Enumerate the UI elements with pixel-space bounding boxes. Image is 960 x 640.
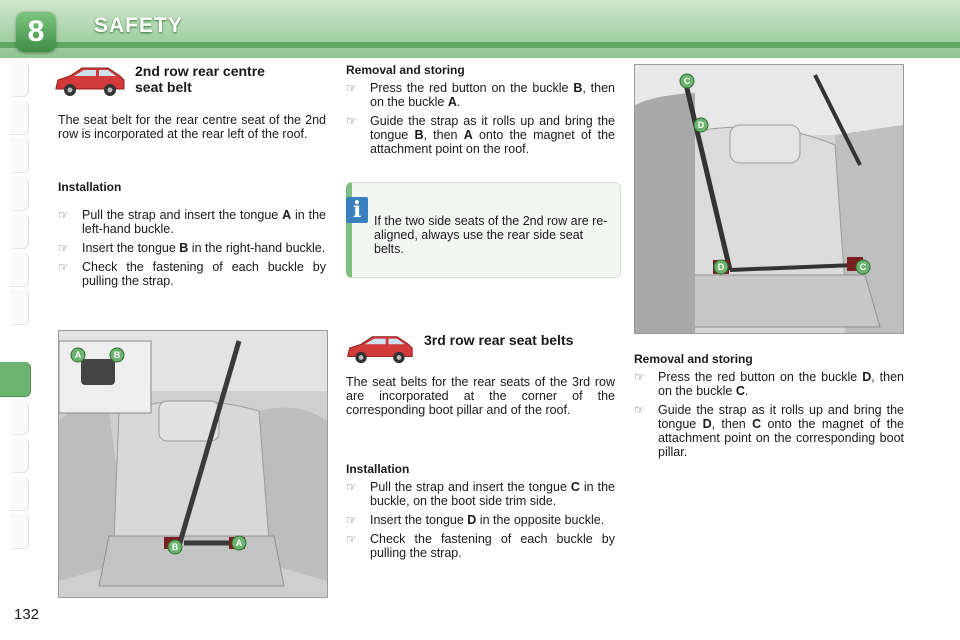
side-tab-5[interactable] <box>10 214 29 249</box>
car-side-icon <box>52 62 128 100</box>
instruction-text: in the opposite buckle. <box>476 513 605 527</box>
label-c-top-text: C <box>683 76 691 86</box>
component-letter: C <box>570 480 580 494</box>
pointing-hand-icon: ☞ <box>346 114 357 128</box>
pointing-hand-icon: ☞ <box>634 403 645 417</box>
side-tab-12[interactable] <box>10 514 29 549</box>
instruction-text: Insert the tongue <box>82 241 180 255</box>
instruction-text: Pull the strap and insert the tongue <box>82 208 283 222</box>
component-letter: A <box>282 208 292 222</box>
instruction-text: , then <box>711 417 753 431</box>
header-bar <box>0 42 960 48</box>
pointing-hand-icon: ☞ <box>346 532 357 546</box>
side-tab-3[interactable] <box>10 138 29 173</box>
side-tab-2[interactable] <box>10 100 29 135</box>
instruction-text: . <box>456 95 461 109</box>
instruction-text: Press the red button on the buckle <box>658 370 863 384</box>
instruction-text: in the right-hand buckle. <box>188 241 326 255</box>
heading-line-2: seat belt <box>135 79 192 95</box>
instruction-text: onto the magnet of the attachment point on the corresponding boot pillar. <box>658 417 904 459</box>
component-letter: D <box>467 513 477 527</box>
pointing-hand-icon: ☞ <box>346 81 357 95</box>
removal-3rd-list <box>634 370 904 464</box>
pointing-hand-icon: ☞ <box>58 208 69 222</box>
label-c-text: C <box>859 262 867 272</box>
installation-2nd-list <box>58 208 326 293</box>
instruction-text: Guide the strap as it rolls up and bring the tongue <box>370 114 615 142</box>
chapter-title: SAFETY <box>94 14 183 37</box>
instruction-item <box>346 532 615 560</box>
instruction-item <box>346 513 615 527</box>
info-text: If the two side seats of the 2nd row are re-aligned, always use the rear side seat belts. <box>374 214 608 256</box>
instruction-text: in the buckle, on the boot side trim side. <box>370 480 615 508</box>
label-a-text: A <box>74 350 82 360</box>
car-side-icon-2 <box>344 330 416 368</box>
side-tab-9[interactable] <box>10 400 29 435</box>
instruction-text: Press the red button on the buckle <box>370 81 574 95</box>
instruction-text: Pull the strap and insert the tongue <box>370 480 571 494</box>
installation-3rd-title: Installation <box>346 462 410 476</box>
section-2nd-row-heading <box>135 63 265 95</box>
component-letter: D <box>702 417 712 431</box>
pointing-hand-icon: ☞ <box>634 370 645 384</box>
instruction-text: Check the fastening of each buckle by pulling the strap. <box>82 260 326 288</box>
instruction-text: , then on the buckle <box>370 81 616 109</box>
side-tab-11[interactable] <box>10 476 29 511</box>
info-icon: i <box>346 197 368 223</box>
label-d-text: D <box>717 262 725 272</box>
component-letter: B <box>573 81 583 95</box>
instruction-text: , then <box>423 128 464 142</box>
instruction-item <box>346 114 615 156</box>
info-box <box>346 182 621 278</box>
instruction-item <box>346 480 615 508</box>
side-tab-8-active[interactable] <box>0 362 31 397</box>
component-letter: B <box>179 241 189 255</box>
side-tab-1[interactable] <box>10 62 29 97</box>
component-letter: D <box>862 370 872 384</box>
instruction-item <box>634 403 904 459</box>
pointing-hand-icon: ☞ <box>346 480 357 494</box>
installation-2nd-title: Installation <box>58 180 122 194</box>
section-3rd-row-heading: 3rd row rear seat belts <box>424 332 574 348</box>
side-tab-4[interactable] <box>10 176 29 211</box>
chapter-side-tabs <box>0 62 30 582</box>
label-buckle-b-text: B <box>171 542 179 552</box>
instruction-text: . <box>744 384 749 398</box>
removal-3rd-title: Removal and storing <box>634 352 753 366</box>
instruction-text: in the left-hand buckle. <box>82 208 326 236</box>
instruction-text: Insert the tongue <box>370 513 468 527</box>
label-b-text: B <box>113 350 121 360</box>
component-letter: C <box>735 384 745 398</box>
heading-line-1: 2nd row rear centre <box>135 63 265 79</box>
instruction-text: Guide the strap as it rolls up and bring the tongue <box>658 403 904 431</box>
label-buckle-a-text: A <box>235 538 243 548</box>
photo-2nd-row-seat-belt <box>58 330 328 598</box>
page-header <box>0 0 960 58</box>
chapter-number-badge: 8 <box>16 12 56 52</box>
instruction-text: , then on the buckle <box>658 370 905 398</box>
side-tab-7[interactable] <box>10 290 29 325</box>
removal-2nd-title: Removal and storing <box>346 63 465 77</box>
installation-3rd-list <box>346 480 615 565</box>
photo-3rd-row-seat-belts <box>634 64 904 334</box>
label-d-top-text: D <box>697 120 705 130</box>
instruction-item <box>58 241 326 255</box>
instruction-item <box>58 260 326 288</box>
pointing-hand-icon: ☞ <box>58 241 69 255</box>
side-tab-6[interactable] <box>10 252 29 287</box>
instruction-item <box>634 370 904 398</box>
side-tab-10[interactable] <box>10 438 29 473</box>
pointing-hand-icon: ☞ <box>346 513 357 527</box>
pointing-hand-icon: ☞ <box>58 260 69 274</box>
component-letter: B <box>414 128 424 142</box>
instruction-item <box>58 208 326 236</box>
page-number: 132 <box>14 606 40 623</box>
instruction-text: Check the fastening of each buckle by pulling the strap. <box>370 532 615 560</box>
section-3rd-row-intro: The seat belts for the rear seats of the 3rd row are incorporated at the corner of the corresponding boot pillar and of the roof. <box>346 375 615 417</box>
instruction-item <box>346 81 615 109</box>
component-letter: A <box>447 95 457 109</box>
section-2nd-row-intro: The seat belt for the rear centre seat of the 2nd row is incorporated at the rear left of the roof. <box>58 113 326 141</box>
component-letter: A <box>463 128 473 142</box>
component-letter: C <box>752 417 762 431</box>
removal-2nd-list <box>346 81 615 161</box>
instruction-text: onto the magnet of the attachment point on the roof. <box>370 128 615 156</box>
